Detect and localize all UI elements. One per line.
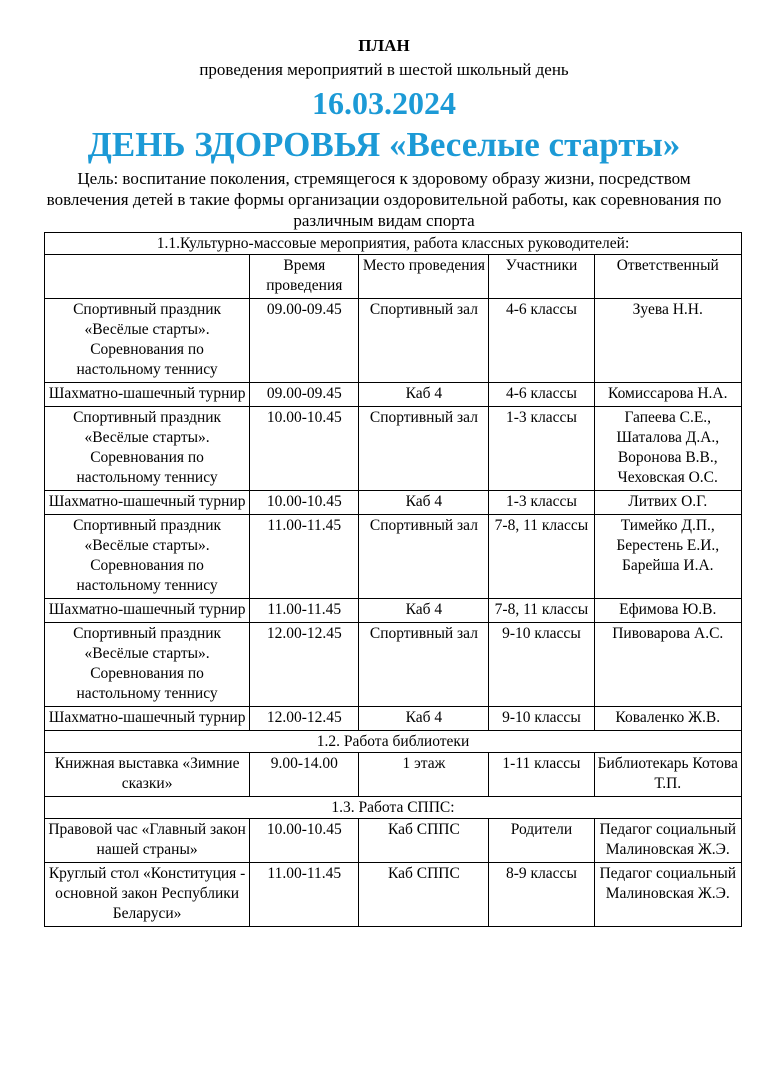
section-title: 1.3. Работа СППС:	[45, 797, 742, 819]
responsible-cell: Пивоварова А.С.	[594, 623, 741, 707]
participants-cell: 7-8, 11 классы	[489, 515, 594, 599]
table-row	[45, 863, 742, 927]
time-cell: 11.00-11.45	[250, 599, 359, 623]
table-row	[45, 599, 742, 623]
header-place: Место проведения	[359, 255, 489, 299]
time-cell: 10.00-10.45	[250, 491, 359, 515]
event-cell: Книжная выставка «Зимние сказки»	[45, 753, 250, 797]
time-cell: 9.00-14.00	[250, 753, 359, 797]
plan-subtitle: проведения мероприятий в шестой школьный день	[199, 60, 569, 79]
header-row	[45, 255, 742, 299]
header-event	[45, 255, 250, 299]
participants-cell: 4-6 классы	[489, 383, 594, 407]
event-cell: Спортивный праздник «Весёлые старты». Соревнования по настольному теннису	[45, 407, 250, 491]
event-date: 16.03.2024	[312, 85, 456, 121]
time-cell: 09.00-09.45	[250, 383, 359, 407]
table-row	[45, 707, 742, 731]
time-cell: 12.00-12.45	[250, 623, 359, 707]
table-row	[45, 491, 742, 515]
place-cell: Каб 4	[359, 383, 489, 407]
table-row	[45, 515, 742, 599]
time-cell: 11.00-11.45	[250, 863, 359, 927]
event-title: ДЕНЬ ЗДОРОВЬЯ «Веселые старты»	[87, 125, 681, 164]
place-cell: Спортивный зал	[359, 407, 489, 491]
time-cell: 09.00-09.45	[250, 299, 359, 383]
section-row	[45, 233, 742, 255]
header-participants: Участники	[489, 255, 594, 299]
participants-cell: 1-11 классы	[489, 753, 594, 797]
participants-cell: 1-3 классы	[489, 407, 594, 491]
place-cell: 1 этаж	[359, 753, 489, 797]
event-cell: Круглый стол «Конституция - основной закон Республики Беларуси»	[45, 863, 250, 927]
header-time: Время проведения	[250, 255, 359, 299]
place-cell: Спортивный зал	[359, 623, 489, 707]
table-row	[45, 753, 742, 797]
participants-cell: 4-6 классы	[489, 299, 594, 383]
responsible-cell: Литвих О.Г.	[594, 491, 741, 515]
event-cell: Спортивный праздник «Весёлые старты». Соревнования по настольному теннису	[45, 515, 250, 599]
event-cell: Спортивный праздник «Весёлые старты». Соревнования по настольному теннису	[45, 623, 250, 707]
table-row	[45, 407, 742, 491]
schedule-table-body	[45, 233, 742, 927]
place-cell: Спортивный зал	[359, 299, 489, 383]
responsible-cell: Ефимова Ю.В.	[594, 599, 741, 623]
participants-cell: 7-8, 11 классы	[489, 599, 594, 623]
participants-cell: 1-3 классы	[489, 491, 594, 515]
responsible-cell: Педагог социальный Малиновская Ж.Э.	[594, 819, 741, 863]
time-cell: 10.00-10.45	[250, 819, 359, 863]
place-cell: Каб 4	[359, 707, 489, 731]
event-cell: Шахматно-шашечный турнир	[45, 491, 250, 515]
responsible-cell: Коваленко Ж.В.	[594, 707, 741, 731]
responsible-cell: Педагог социальный Малиновская Ж.Э.	[594, 863, 741, 927]
place-cell: Каб СППС	[359, 863, 489, 927]
plan-title: ПЛАН	[358, 36, 410, 55]
table-row	[45, 623, 742, 707]
schedule-table	[44, 232, 742, 927]
event-cell: Шахматно-шашечный турнир	[45, 599, 250, 623]
participants-cell: 8-9 классы	[489, 863, 594, 927]
section-title: 1.2. Работа библиотеки	[45, 731, 742, 753]
participants-cell: 9-10 классы	[489, 623, 594, 707]
event-cell: Шахматно-шашечный турнир	[45, 383, 250, 407]
event-cell: Шахматно-шашечный турнир	[45, 707, 250, 731]
time-cell: 10.00-10.45	[250, 407, 359, 491]
table-row	[45, 383, 742, 407]
place-cell: Спортивный зал	[359, 515, 489, 599]
time-cell: 11.00-11.45	[250, 515, 359, 599]
responsible-cell: Гапеева С.Е., Шаталова Д.А., Воронова В.В., Чеховская О.С.	[594, 407, 741, 491]
place-cell: Каб 4	[359, 599, 489, 623]
section-title: 1.1.Культурно-массовые мероприятия, работа классных руководителей:	[45, 233, 742, 255]
table-row	[45, 299, 742, 383]
place-cell: Каб СППС	[359, 819, 489, 863]
header-responsible: Ответственный	[594, 255, 741, 299]
responsible-cell: Комиссарова Н.А.	[594, 383, 741, 407]
event-cell: Спортивный праздник «Весёлые старты». Соревнования по настольному теннису	[45, 299, 250, 383]
responsible-cell: Зуева Н.Н.	[594, 299, 741, 383]
responsible-cell: Библиотекарь Котова Т.П.	[594, 753, 741, 797]
section-row	[45, 731, 742, 753]
table-row	[45, 819, 742, 863]
place-cell: Каб 4	[359, 491, 489, 515]
responsible-cell: Тимейко Д.П., Берестень Е.И., Барейша И.А.	[594, 515, 741, 599]
participants-cell: 9-10 классы	[489, 707, 594, 731]
goal-text: Цель: воспитание поколения, стремящегося к здоровому образу жизни, посредством вовлечения детей в такие формы организации оздоровительной работы, как соревнования по различным видам спорта	[46, 169, 722, 230]
time-cell: 12.00-12.45	[250, 707, 359, 731]
section-row	[45, 797, 742, 819]
participants-cell: Родители	[489, 819, 594, 863]
event-cell: Правовой час «Главный закон нашей страны»	[45, 819, 250, 863]
